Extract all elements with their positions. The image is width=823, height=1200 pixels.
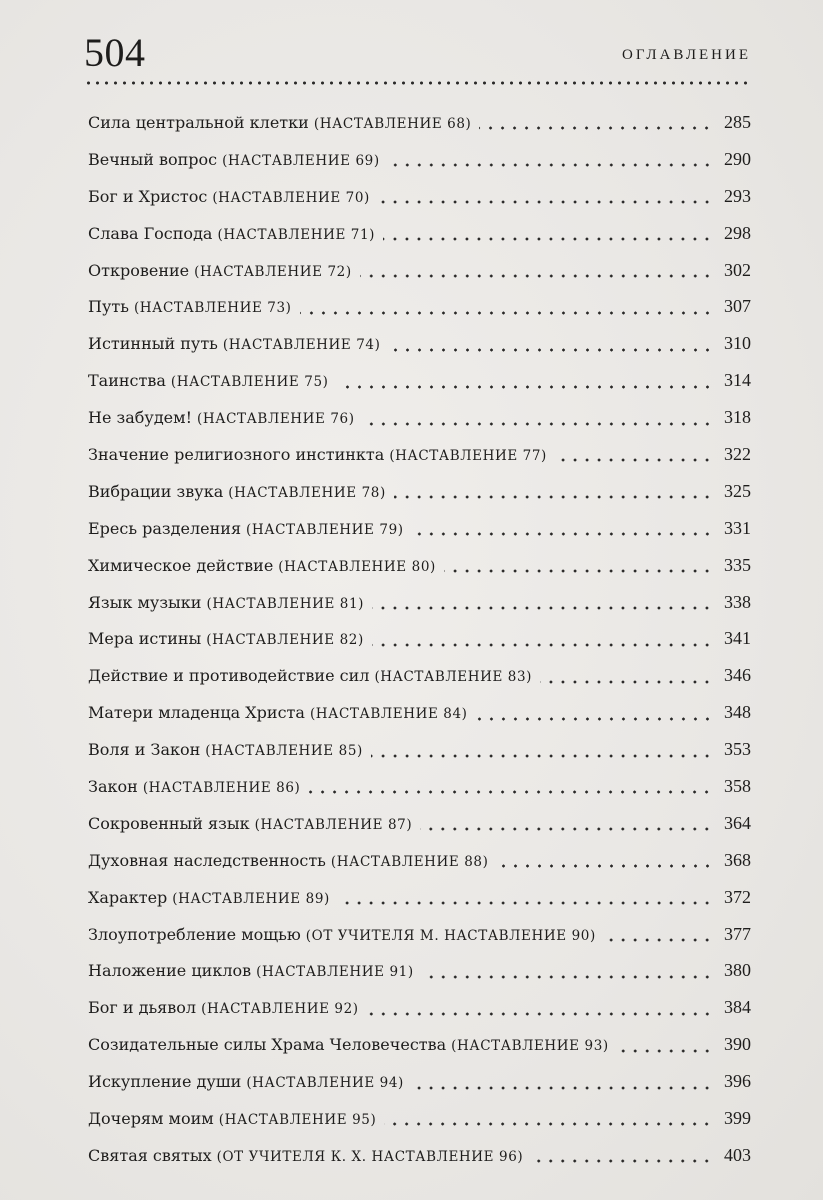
dot-leader bbox=[412, 532, 713, 536]
entry-title: Действие и противодействие сил bbox=[88, 666, 370, 686]
entry-page-number: 307 bbox=[724, 296, 751, 317]
toc-entry bbox=[88, 952, 751, 989]
entry-page-number: 348 bbox=[724, 702, 751, 723]
toc-entry bbox=[88, 178, 751, 215]
toc-entry bbox=[88, 473, 751, 510]
entry-title: Таинства bbox=[88, 371, 166, 391]
entry-note: (НАСТАВЛЕНИЕ 69) bbox=[222, 152, 380, 169]
entry-title: Дочерям моим bbox=[88, 1109, 214, 1129]
entry-page-number: 403 bbox=[724, 1144, 751, 1165]
toc-entry bbox=[88, 768, 751, 805]
dot-leader bbox=[384, 1122, 713, 1126]
dot-leader bbox=[372, 643, 713, 647]
dotted-header-rule bbox=[84, 81, 751, 85]
entry-note: (НАСТАВЛЕНИЕ 82) bbox=[206, 632, 364, 649]
entry-note: (НАСТАВЛЕНИЕ 93) bbox=[451, 1038, 609, 1055]
toc-entry bbox=[88, 325, 751, 362]
entry-title: Бог и дьявол bbox=[88, 998, 197, 1018]
toc-entry bbox=[88, 805, 751, 842]
dot-leader bbox=[300, 311, 713, 315]
entry-note: (НАСТАВЛЕНИЕ 75) bbox=[170, 374, 329, 391]
toc-entry bbox=[88, 399, 751, 436]
entry-page-number: 368 bbox=[724, 849, 751, 870]
entry-note: (НАСТАВЛЕНИЕ 87) bbox=[254, 816, 413, 833]
entry-note: (НАСТАВЛЕНИЕ 78) bbox=[228, 484, 386, 501]
entry-note: (НАСТАВЛЕНИЕ 85) bbox=[205, 743, 363, 760]
entry-note: (НАСТАВЛЕНИЕ 81) bbox=[206, 595, 365, 612]
dot-leader bbox=[308, 790, 713, 794]
entry-page-number: 399 bbox=[724, 1108, 751, 1129]
entry-note: (НАСТАВЛЕНИЕ 86) bbox=[142, 780, 301, 797]
toc-entry bbox=[88, 1100, 751, 1137]
entry-note: (НАСТАВЛЕНИЕ 80) bbox=[278, 558, 436, 575]
entry-title: Бог и Христос bbox=[88, 186, 208, 206]
entry-title: Слава Господа bbox=[88, 223, 213, 243]
entry-page-number: 302 bbox=[724, 259, 751, 280]
entry-title: Путь bbox=[88, 297, 129, 317]
toc-entry bbox=[88, 1063, 751, 1100]
entry-page-number: 358 bbox=[724, 776, 751, 797]
page-header bbox=[84, 30, 751, 76]
entry-title: Злоупотребление мощью bbox=[88, 924, 301, 944]
toc-entry bbox=[88, 879, 751, 916]
entry-title: Закон bbox=[88, 777, 138, 797]
entry-page-number: 318 bbox=[724, 407, 751, 428]
entry-page-number: 380 bbox=[724, 960, 751, 981]
page-number: 504 bbox=[84, 30, 146, 75]
toc-entry bbox=[88, 657, 751, 694]
toc-entry bbox=[88, 842, 751, 879]
dot-leader bbox=[372, 606, 713, 610]
toc-entry bbox=[88, 694, 751, 731]
dot-leader bbox=[617, 1049, 713, 1053]
entry-title: Воля и Закон bbox=[88, 740, 201, 760]
entry-page-number: 341 bbox=[724, 628, 751, 649]
toc-entry bbox=[88, 1137, 751, 1174]
dot-leader bbox=[476, 717, 713, 721]
toc-entry bbox=[88, 510, 751, 547]
dot-leader bbox=[337, 385, 713, 389]
entry-note: (НАСТАВЛЕНИЕ 91) bbox=[256, 964, 414, 981]
toc-entry bbox=[88, 252, 751, 289]
table-of-contents bbox=[88, 104, 751, 1174]
entry-note: (ОТ УЧИТЕЛЯ М. НАСТАВЛЕНИЕ 90) bbox=[305, 927, 596, 944]
entry-page-number: 364 bbox=[724, 812, 751, 833]
entry-note: (НАСТАВЛЕНИЕ 71) bbox=[217, 226, 376, 243]
entry-title: Не забудем! bbox=[88, 408, 193, 428]
entry-page-number: 314 bbox=[724, 370, 751, 391]
toc-entry bbox=[88, 141, 751, 178]
toc-entry bbox=[88, 436, 751, 473]
entry-title: Язык музыки bbox=[88, 592, 202, 612]
entry-page-number: 310 bbox=[724, 333, 751, 354]
entry-title: Святая святых bbox=[88, 1145, 212, 1165]
toc-entry bbox=[88, 104, 751, 141]
entry-note: (НАСТАВЛЕНИЕ 88) bbox=[330, 853, 489, 870]
entry-title: Сокровенный язык bbox=[88, 813, 250, 833]
entry-page-number: 353 bbox=[724, 739, 751, 760]
entry-note: (НАСТАВЛЕНИЕ 92) bbox=[201, 1001, 359, 1018]
entry-note: (НАСТАВЛЕНИЕ 79) bbox=[246, 521, 404, 538]
entry-title: Характер bbox=[88, 887, 168, 907]
entry-note: (НАСТАВЛЕНИЕ 76) bbox=[197, 411, 355, 428]
entry-note: (НАСТАВЛЕНИЕ 95) bbox=[218, 1112, 377, 1129]
entry-note: (ОТ УЧИТЕЛЯ К. Х. НАСТАВЛЕНИЕ 96) bbox=[216, 1148, 524, 1165]
entry-page-number: 372 bbox=[724, 886, 751, 907]
entry-note: (НАСТАВЛЕНИЕ 77) bbox=[389, 448, 547, 465]
dot-leader bbox=[383, 237, 713, 241]
entry-title: Химическое действие bbox=[88, 555, 274, 575]
toc-entry bbox=[88, 620, 751, 657]
entry-page-number: 396 bbox=[724, 1071, 751, 1092]
entry-page-number: 335 bbox=[724, 554, 751, 575]
entry-page-number: 325 bbox=[724, 480, 751, 501]
dot-leader bbox=[388, 163, 713, 167]
entry-page-number: 322 bbox=[724, 444, 751, 465]
toc-entry bbox=[88, 362, 751, 399]
entry-title: Истинный путь bbox=[88, 334, 218, 354]
entry-note: (НАСТАВЛЕНИЕ 72) bbox=[194, 263, 352, 280]
entry-note: (НАСТАВЛЕНИЕ 70) bbox=[212, 189, 370, 206]
entry-note: (НАСТАВЛЕНИЕ 83) bbox=[374, 669, 533, 686]
dot-leader bbox=[497, 864, 714, 868]
entry-title: Духовная наследственность bbox=[88, 850, 326, 870]
toc-entry bbox=[88, 547, 751, 584]
toc-entry bbox=[88, 731, 751, 768]
entry-title: Созидательные силы Храма Человечества bbox=[88, 1035, 447, 1055]
dot-leader bbox=[412, 1086, 713, 1090]
entry-page-number: 390 bbox=[724, 1034, 751, 1055]
entry-title: Значение религиозного инстинкта bbox=[88, 445, 385, 465]
running-head: ОГЛАВЛЕНИЕ bbox=[622, 47, 751, 63]
toc-entry bbox=[88, 916, 751, 953]
entry-title: Искупление души bbox=[88, 1072, 242, 1092]
entry-note: (НАСТАВЛЕНИЕ 84) bbox=[309, 706, 468, 723]
dot-leader bbox=[389, 348, 714, 352]
entry-page-number: 377 bbox=[724, 923, 751, 944]
toc-entry bbox=[88, 989, 751, 1026]
entry-title: Наложение циклов bbox=[88, 961, 252, 981]
entry-note: (НАСТАВЛЕНИЕ 89) bbox=[172, 890, 330, 907]
dot-leader bbox=[367, 1012, 713, 1016]
dot-leader bbox=[604, 938, 713, 942]
entry-title: Сила центральной клетки bbox=[88, 113, 309, 132]
entry-page-number: 338 bbox=[724, 591, 751, 612]
dot-leader bbox=[422, 975, 713, 979]
dot-leader bbox=[378, 200, 713, 204]
dot-leader bbox=[444, 569, 713, 573]
dot-leader bbox=[371, 754, 713, 758]
entry-title: Откровение bbox=[88, 260, 190, 280]
dot-leader bbox=[394, 495, 713, 499]
entry-page-number: 293 bbox=[724, 185, 751, 206]
entry-page-number: 298 bbox=[724, 222, 751, 243]
dot-leader bbox=[531, 1159, 713, 1163]
entry-title: Ересь разделения bbox=[88, 518, 242, 538]
entry-title: Вибрации звука bbox=[88, 481, 224, 501]
dot-leader bbox=[555, 458, 713, 462]
dot-leader bbox=[420, 827, 713, 831]
entry-note: (НАСТАВЛЕНИЕ 73) bbox=[133, 300, 292, 317]
entry-title: Матери младенца Христа bbox=[88, 703, 305, 723]
toc-entry bbox=[88, 288, 751, 325]
entry-page-number: 285 bbox=[724, 112, 751, 132]
entry-note: (НАСТАВЛЕНИЕ 68) bbox=[313, 116, 472, 132]
entry-page-number: 331 bbox=[724, 517, 751, 538]
dot-leader bbox=[363, 422, 713, 426]
entry-title: Мера истины bbox=[88, 629, 202, 649]
entry-page-number: 384 bbox=[724, 997, 751, 1018]
dot-leader bbox=[338, 901, 713, 905]
entry-page-number: 346 bbox=[724, 665, 751, 686]
dot-leader bbox=[360, 274, 713, 278]
toc-entry bbox=[88, 215, 751, 252]
dot-leader bbox=[540, 680, 713, 684]
entry-note: (НАСТАВЛЕНИЕ 94) bbox=[246, 1075, 404, 1092]
entry-title: Вечный вопрос bbox=[88, 149, 218, 169]
toc-entry bbox=[88, 1026, 751, 1063]
entry-note: (НАСТАВЛЕНИЕ 74) bbox=[222, 337, 381, 354]
entry-page-number: 290 bbox=[724, 148, 751, 169]
toc-entry bbox=[88, 584, 751, 621]
dot-leader bbox=[479, 126, 713, 130]
